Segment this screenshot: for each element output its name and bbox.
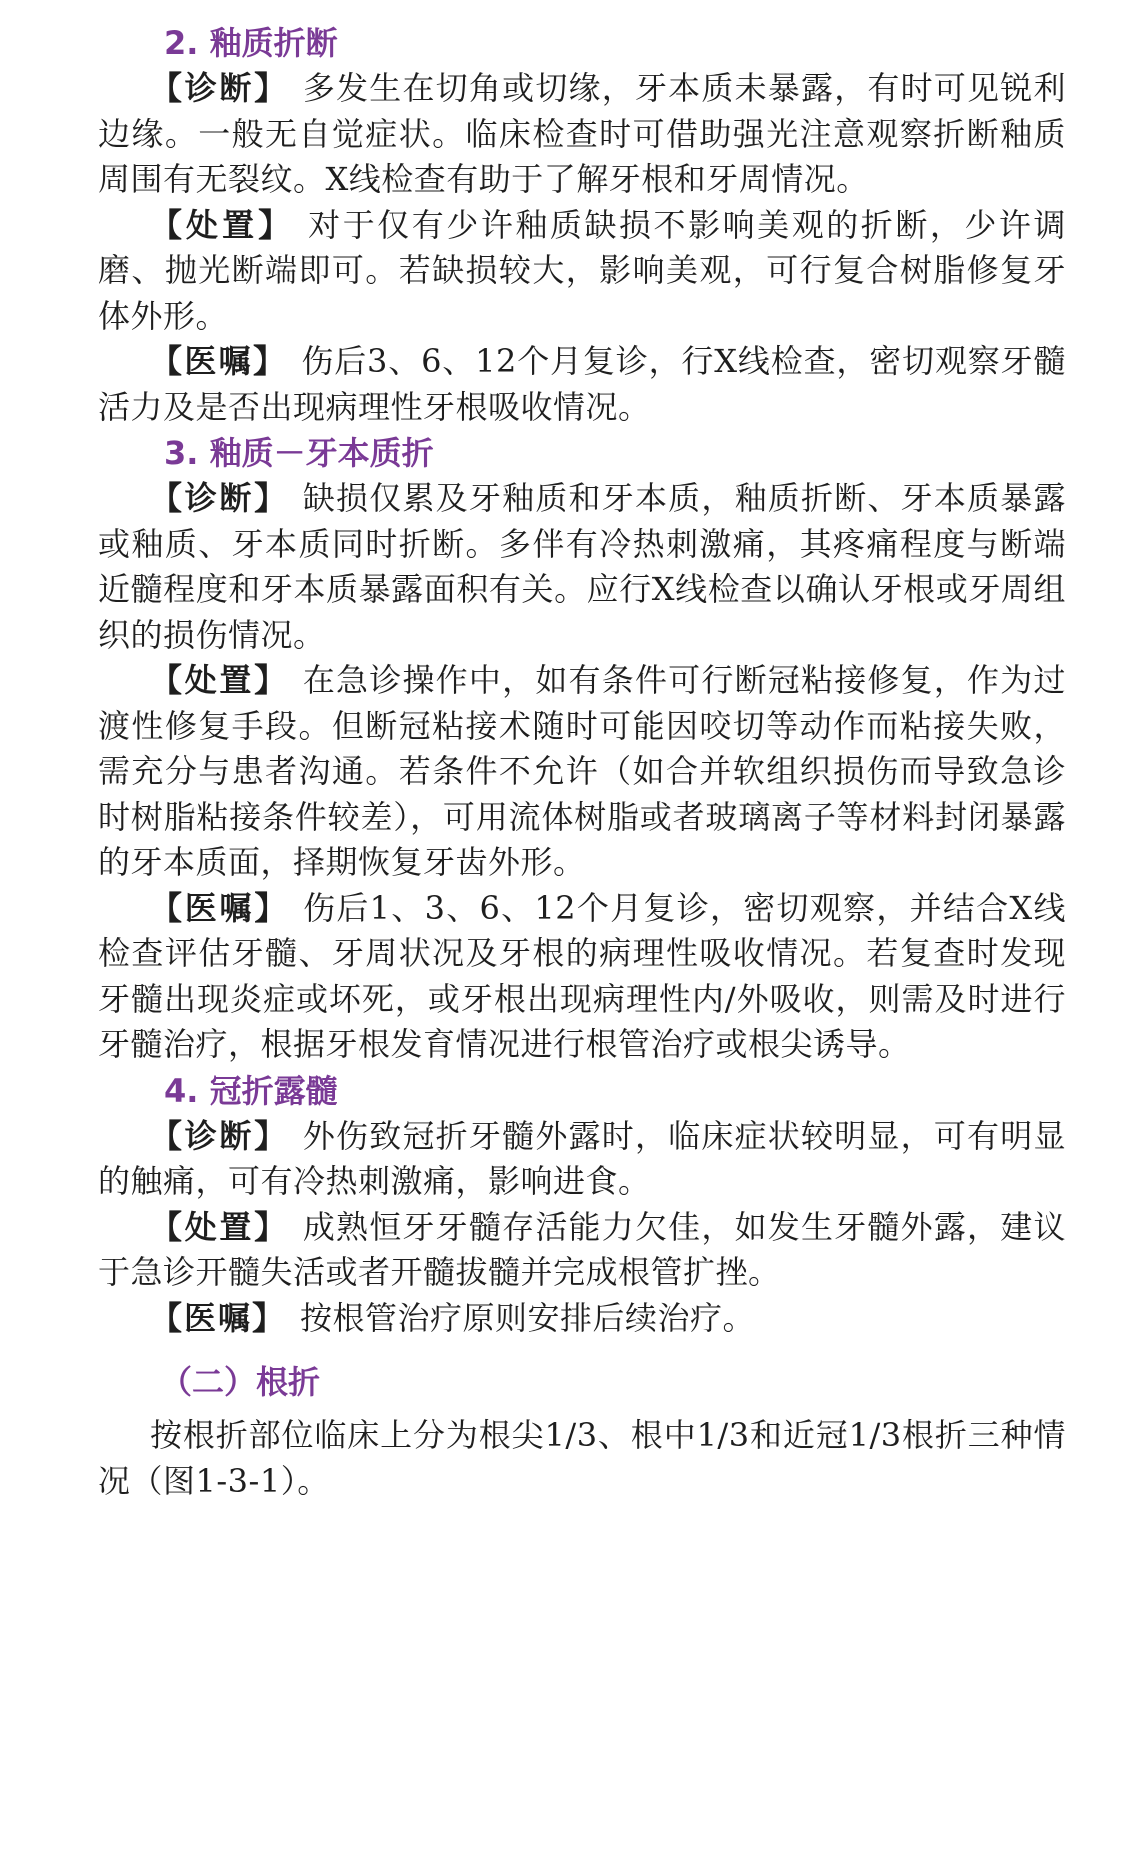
- label-diagnosis: 【诊断】: [150, 479, 289, 517]
- heading-root-fracture: （二）根折: [160, 1363, 321, 1401]
- document-page: [98, 20, 1066, 1504]
- text-diagnosis: 多发生在切角或切缘，牙本质未暴露，有时可见锐利边缘。一般无自觉症状。临床检查时可借助强光注意观察折断釉质周围有无裂纹。X线检查有助于了解牙根和牙周情况。: [98, 69, 1066, 198]
- heading-enamel-dentin-fracture: 3. 釉质－牙本质折: [164, 434, 434, 472]
- label-advice: 【医嘱】: [150, 888, 290, 927]
- text-diagnosis: 缺损仅累及牙釉质和牙本质，釉质折断、牙本质暴露或釉质、牙本质同时折断。多伴有冷热刺激痛，其疼痛程度与断端近髓程度和牙本质暴露面积有关。应行X线检查以确认牙根或牙周组织的损伤情况。: [98, 479, 1066, 654]
- label-treatment: 【处置】: [150, 1207, 289, 1246]
- paragraph-treatment: [98, 658, 1066, 886]
- heading-crown-fracture-pulp-exposure: 4. 冠折露髓: [164, 1071, 338, 1110]
- text-treatment: 对于仅有少许釉质缺损不影响美观的折断，少许调磨、抛光断端即可。若缺损较大，影响美观，可行复合树脂修复牙体外形。: [98, 205, 1066, 335]
- label-diagnosis: 【诊断】: [150, 69, 289, 107]
- paragraph-diagnosis: [98, 66, 1066, 203]
- paragraph-advice: [98, 339, 1066, 430]
- text-treatment: 成熟恒牙牙髓存活能力欠佳，如发生牙髓外露，建议于急诊开髓失活或者开髓拔髓并完成根管扩挫。: [98, 1207, 1066, 1291]
- label-advice: 【医嘱】: [150, 342, 288, 380]
- paragraph-root-fracture: 按根折部位临床上分为根尖1/3、根中1/3和近冠1/3根折三种情况（图1-3-1）。: [98, 1416, 1066, 1500]
- label-treatment: 【处置】: [150, 205, 295, 244]
- text-diagnosis: 外伤致冠折牙髓外露时，临床症状较明显，可有明显的触痛，可有冷热刺激痛，影响进食。: [98, 1116, 1066, 1200]
- paragraph-advice: [98, 1296, 1066, 1342]
- text-advice: 伤后1、3、6、12个月复诊，密切观察，并结合X线检查评估牙髓、牙周状况及牙根的病理性吸收情况。若复查时发现牙髓出现炎症或坏死，或牙根出现病理性内/外吸收，则需及时进行牙髓治疗，根据牙根发育情况进行根管治疗或根尖诱导。: [98, 888, 1066, 1063]
- text-advice: 伤后3、6、12个月复诊，行X线检查，密切观察牙髓活力及是否出现病理性牙根吸收情况。: [98, 342, 1066, 426]
- text-treatment: 在急诊操作中，如有条件可行断冠粘接修复，作为过渡性修复手段。但断冠粘接术随时可能因咬切等动作而粘接失败，需充分与患者沟通。若条件不允许（如合并软组织损伤而导致急诊时树脂粘接条件较差），可用流体树脂或者玻璃离子等材料封闭暴露的牙本质面，择期恢复牙齿外形。: [98, 661, 1066, 881]
- label-advice: 【医嘱】: [150, 1298, 287, 1337]
- paragraph-treatment: [98, 1205, 1066, 1296]
- paragraph-advice: [98, 886, 1066, 1068]
- paragraph-diagnosis: [98, 1114, 1066, 1205]
- heading-enamel-fracture: 2. 釉质折断: [164, 24, 338, 62]
- label-diagnosis: 【诊断】: [150, 1116, 289, 1155]
- text-advice: 按根管治疗原则安排后续治疗。: [300, 1298, 756, 1337]
- paragraph-treatment: [98, 203, 1066, 340]
- label-treatment: 【处置】: [150, 661, 289, 699]
- paragraph-diagnosis: [98, 476, 1066, 658]
